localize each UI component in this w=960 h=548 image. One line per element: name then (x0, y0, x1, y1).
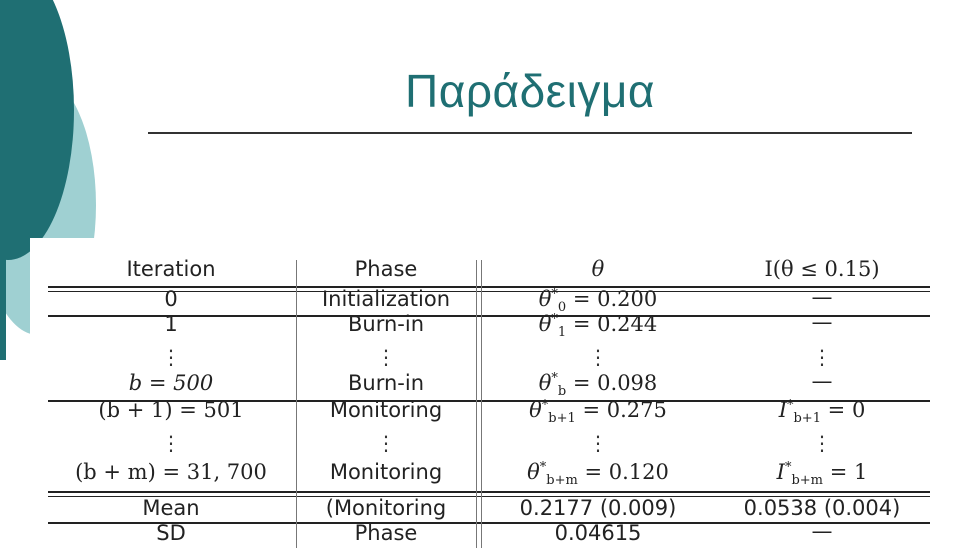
row2-iteration: b = 500 (128, 371, 214, 395)
row1-theta: $\theta^*_1 = 0.244$ (538, 312, 658, 341)
row4-iteration: (b + m) = 31, 700 (75, 460, 267, 484)
mcmc-iteration-table (30, 238, 960, 548)
row4-phase: Monitoring (329, 460, 443, 484)
col-divider-1 (296, 260, 297, 548)
ellipsis: ⋮ (588, 431, 608, 455)
header-iteration: Iteration (126, 257, 216, 281)
row1-indicator: — (811, 310, 833, 334)
summary-mean-phase: (Monitoring (325, 496, 447, 520)
row3-phase: Monitoring (329, 398, 443, 422)
row0-indicator: — (811, 285, 833, 309)
row2-theta: $\theta^*_b = 0.098$ (538, 371, 658, 400)
header-rule-2 (48, 291, 930, 292)
summary-mean-theta: 0.2177 (0.009) (519, 496, 677, 520)
ellipsis: ⋮ (376, 345, 396, 369)
ellipsis: ⋮ (812, 431, 832, 455)
summary-sd-theta: 0.04615 (554, 521, 642, 545)
row0-phase: Initialization (321, 287, 451, 311)
slide-title: Παράδειγμα (405, 65, 656, 117)
header-phase: Phase (354, 257, 418, 281)
row2-phase: Burn-in (347, 371, 425, 395)
row3-indicator: $I^*_{b+1} = 0$ (778, 398, 866, 427)
header-theta: θ (591, 257, 605, 281)
row4-theta: $\theta^*_{b+m} = 0.120$ (527, 460, 669, 489)
ellipsis: ⋮ (161, 431, 181, 455)
title-divider (148, 132, 912, 134)
row1-iteration: 1 (164, 312, 178, 336)
summary-sd-indicator: — (811, 519, 833, 543)
summary-mean-label: Mean (142, 496, 200, 520)
summary-mean-indicator: 0.0538 (0.004) (743, 496, 901, 520)
ellipsis: ⋮ (588, 345, 608, 369)
row4-indicator: $I^*_{b+m} = 1$ (776, 460, 868, 489)
ellipsis: ⋮ (376, 431, 396, 455)
col-divider-3 (481, 260, 482, 548)
row-rule-1 (48, 315, 930, 317)
row0-theta: $\theta^*_0 = 0.200$ (538, 287, 658, 316)
header-indicator: I(θ ≤ 0.15) (764, 257, 880, 281)
summary-rule (48, 491, 930, 493)
ellipsis: ⋮ (161, 345, 181, 369)
row1-phase: Burn-in (347, 312, 425, 336)
row3-iteration: (b + 1) = 501 (98, 398, 244, 422)
col-divider-2 (476, 260, 477, 548)
row2-indicator: — (811, 369, 833, 393)
summary-sd-phase: Phase (354, 521, 418, 545)
header-rule (48, 286, 930, 288)
ellipsis: ⋮ (812, 345, 832, 369)
row0-iteration: 0 (164, 287, 178, 311)
row3-theta: $\theta^*_{b+1} = 0.275$ (529, 398, 667, 427)
summary-sd-label: SD (156, 521, 186, 545)
